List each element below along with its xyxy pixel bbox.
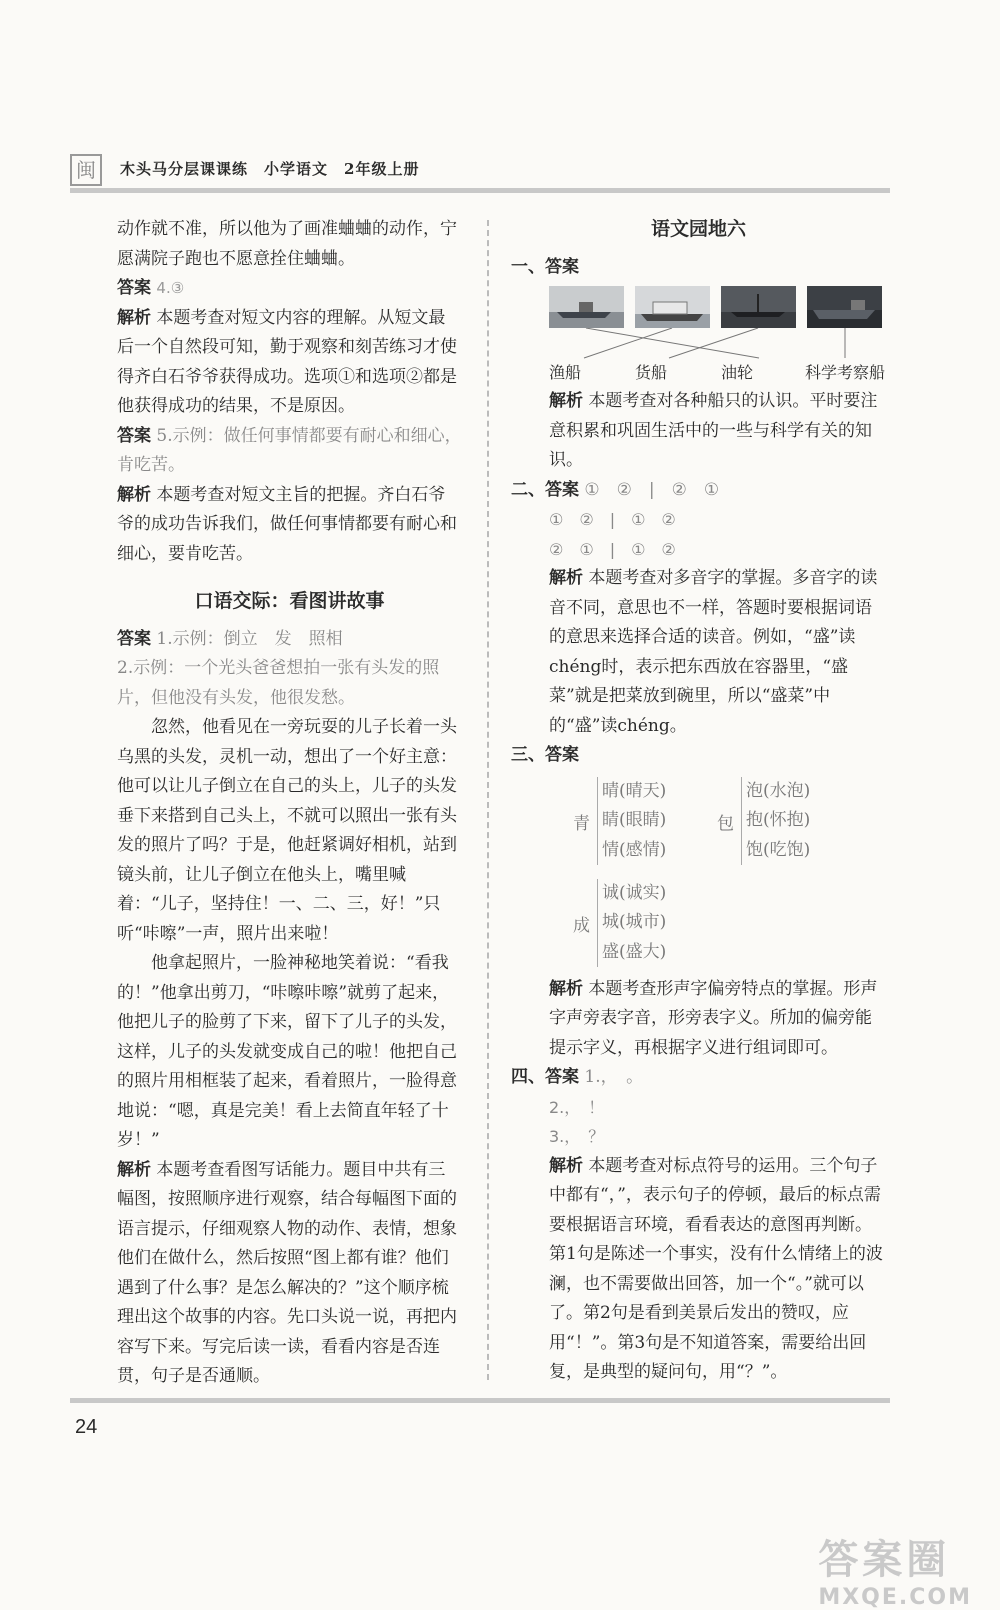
- analysis-label: 解析: [549, 978, 583, 999]
- analysis-label: 解析: [117, 307, 151, 328]
- analysis-5: [117, 481, 462, 570]
- book-logo: 闽: [70, 154, 102, 186]
- derived-list: [597, 879, 666, 968]
- derived-word: 饱(吃饱): [746, 839, 811, 860]
- answer-value: 5.示例：做任何事情都要有耐心和细心，肯吃苦。: [117, 425, 462, 475]
- answer-row: ② ① | ① ②: [549, 539, 676, 559]
- ship-label: 科学考察船: [805, 363, 886, 382]
- analysis-text: 本题考查对短文主旨的把握。齐白石爷爷的成功告诉我们，做任何事情都要有耐心和细心，要肯吃苦。: [117, 484, 457, 564]
- column-divider: [487, 220, 489, 1380]
- watermark-logo: [818, 1528, 972, 1610]
- question-2: [511, 476, 886, 506]
- root-char: 包: [717, 813, 734, 834]
- section-title-oral: 口语交际：看图讲故事: [194, 590, 385, 612]
- answer-value: 4.③: [156, 279, 185, 297]
- char-group-cheng: [561, 879, 886, 975]
- analysis-4: [117, 304, 462, 422]
- derived-word: 晴(晴天): [602, 780, 667, 801]
- ship-photo-4: [807, 286, 882, 328]
- derived-list: [597, 777, 666, 866]
- derived-word: 睛(眼睛): [602, 810, 667, 830]
- analysis-label: 解析: [549, 568, 583, 588]
- answer-label: 答案: [117, 278, 151, 298]
- section-title-garden: 语文园地六: [650, 218, 746, 240]
- char-group-qing-bao: [561, 777, 886, 873]
- analysis-4: [511, 1152, 886, 1388]
- analysis-text: 本题考查对标点符号的运用。三个句子中都有“，”，表示句子的停顿，最后的标点需要根据语言环境，看看表达的意图再判断。第1句是陈述一个事实，没有什么情绪上的波澜，也不需要做出回答，加一个“。”就可以了。第2句是看到美景后发出的赞叹，应用“！”。第3句是不知道答案，需要给出回复，是典型的疑问句，用“？”。: [549, 1155, 883, 1382]
- derived-word: 诚(诚实): [602, 882, 667, 903]
- root-char: 成: [573, 915, 590, 936]
- derived-word: 泡(水泡): [746, 780, 811, 801]
- analysis-label: 解析: [117, 1159, 151, 1180]
- derived-word: 抱(怀抱): [746, 810, 811, 830]
- analysis-label: 解析: [549, 1155, 583, 1176]
- answer-row: 3.， ？: [549, 1127, 605, 1146]
- analysis-text: 本题考查对短文内容的理解。从短文最后一个自然段可知，勤于观察和刻苦练习才使得齐白石爷爷获得成功。选项①和选项②都是他获得成功的结果，不是原因。: [117, 307, 457, 416]
- root-char: 青: [573, 813, 590, 834]
- derived-list: [741, 777, 810, 866]
- story-paragraph: 他拿起照片，一脸神秘地笑着说：“看我的！”他拿出剪刀，“咔嚓咔嚓”就剪了起来，他把儿子的脸剪了下来，留下了儿子的头发，这样，儿子的头发就变成自己的啦！他把自己的照片用相框装了起来，看着照片，一脸得意地说：“嗯，真是完美！看上去简直年轻了十岁！”: [117, 953, 457, 1150]
- question-2-label: 二、答案: [511, 479, 579, 500]
- answer-4: [117, 274, 462, 304]
- answer-label: 答案: [117, 425, 151, 446]
- analysis-label: 解析: [549, 391, 583, 411]
- ship-photo-1: [549, 286, 624, 328]
- analysis-2: [511, 564, 886, 741]
- answer-row: ① ② | ① ②: [549, 510, 676, 529]
- analysis-text: 本题考查对多音字的掌握。多音字的读音不同，意思也不一样，答题时要根据词语的意思来选择合适的读音。例如，“盛”读chéng时，表示把东西放在容器里，“盛菜”就是把菜放到碗里，所以“盛菜”中的“盛”读chéng。: [549, 568, 878, 736]
- left-column: [117, 215, 462, 1392]
- ship-photo-2: [635, 286, 710, 328]
- page-number: 24: [75, 1416, 98, 1438]
- question-4-label: 四、答案: [511, 1067, 579, 1087]
- book-title: 木头马分层课课练 小学语文 2年级上册: [120, 160, 420, 178]
- ship-photo-3: [721, 286, 796, 328]
- footer-rule: [70, 1398, 890, 1403]
- analysis-label: 解析: [117, 484, 151, 505]
- question-4: [511, 1063, 886, 1093]
- derived-word: 城(城市): [602, 912, 667, 932]
- derived-word: 盛(盛大): [602, 941, 667, 962]
- question-3-label: 三、答案: [511, 745, 579, 765]
- watermark-text: 答案圈: [818, 1537, 951, 1583]
- answer-value: 1.示例：倒立 发 照相: [156, 628, 343, 649]
- ship-label: 油轮: [721, 363, 754, 382]
- right-column: [511, 215, 886, 1388]
- answer-label: 答案: [117, 628, 151, 649]
- analysis-3: [511, 975, 886, 1064]
- answer-1: [117, 625, 462, 655]
- ship-label: 货船: [635, 363, 668, 382]
- ship-label: 渔船: [549, 363, 582, 382]
- header-rule: [70, 188, 890, 193]
- answer-5: [117, 422, 462, 481]
- answer-row: ① ② | ② ①: [584, 479, 720, 500]
- answer-row: 1.， 。: [584, 1067, 644, 1087]
- answer-row: 2.， ！: [549, 1097, 605, 1117]
- analysis-text: 本题考查看图写话能力。题目中共有三幅图，按照顺序进行观察，结合每幅图下面的语言提示，仔细观察人物的动作、表情，想象他们在做什么，然后按照“图上都有谁？他们遇到了什么事？是怎么解决的？”这个顺序梳理出这个故事的内容。先口头说一说，再把内容写下来。写完后读一读，看看内容是否连贯，句子是否通顺。: [117, 1159, 457, 1386]
- analysis-text: 本题考查对各种船只的认识。平时要注意积累和巩固生活中的一些与科学有关的知识。: [549, 391, 878, 470]
- question-1-label: 一、答案: [511, 256, 579, 277]
- answer-2: 2.示例：一个光头爸爸想拍一张有头发的照片，但他没有头发，他很发愁。: [117, 658, 440, 708]
- story-paragraph: 忽然，他看见在一旁玩耍的儿子长着一头乌黑的头发，灵机一动，想出了一个好主意：他可以让儿子倒立在自己的头上，儿子的头发垂下来搭到自己头上，不就可以照出一张有头发的照片了吗？于是，他赶紧调好相机，站到镜头前，让儿子倒立在他头上，嘴里喊着：“儿子，坚持住！一、二、三，好！”只听“咔嚓”一声，照片出来啦！: [117, 717, 457, 944]
- analysis-text: 本题考查形声字偏旁特点的掌握。形声字声旁表字音，形旁表字义。所加的偏旁能提示字义，再根据字义进行组词即可。: [549, 978, 878, 1058]
- page-header: [70, 152, 890, 188]
- watermark-url: MXQE.COM: [818, 1585, 972, 1610]
- ship-matching: [549, 282, 886, 387]
- analysis-oral: [117, 1156, 462, 1392]
- analysis-1: [511, 387, 886, 476]
- matching-lines: [549, 328, 889, 360]
- derived-word: 情(感情): [602, 839, 667, 860]
- paragraph: 动作就不准，所以他为了画准蛐蛐的动作，宁愿满院子跑也不愿意拴住蛐蛐。: [117, 219, 457, 269]
